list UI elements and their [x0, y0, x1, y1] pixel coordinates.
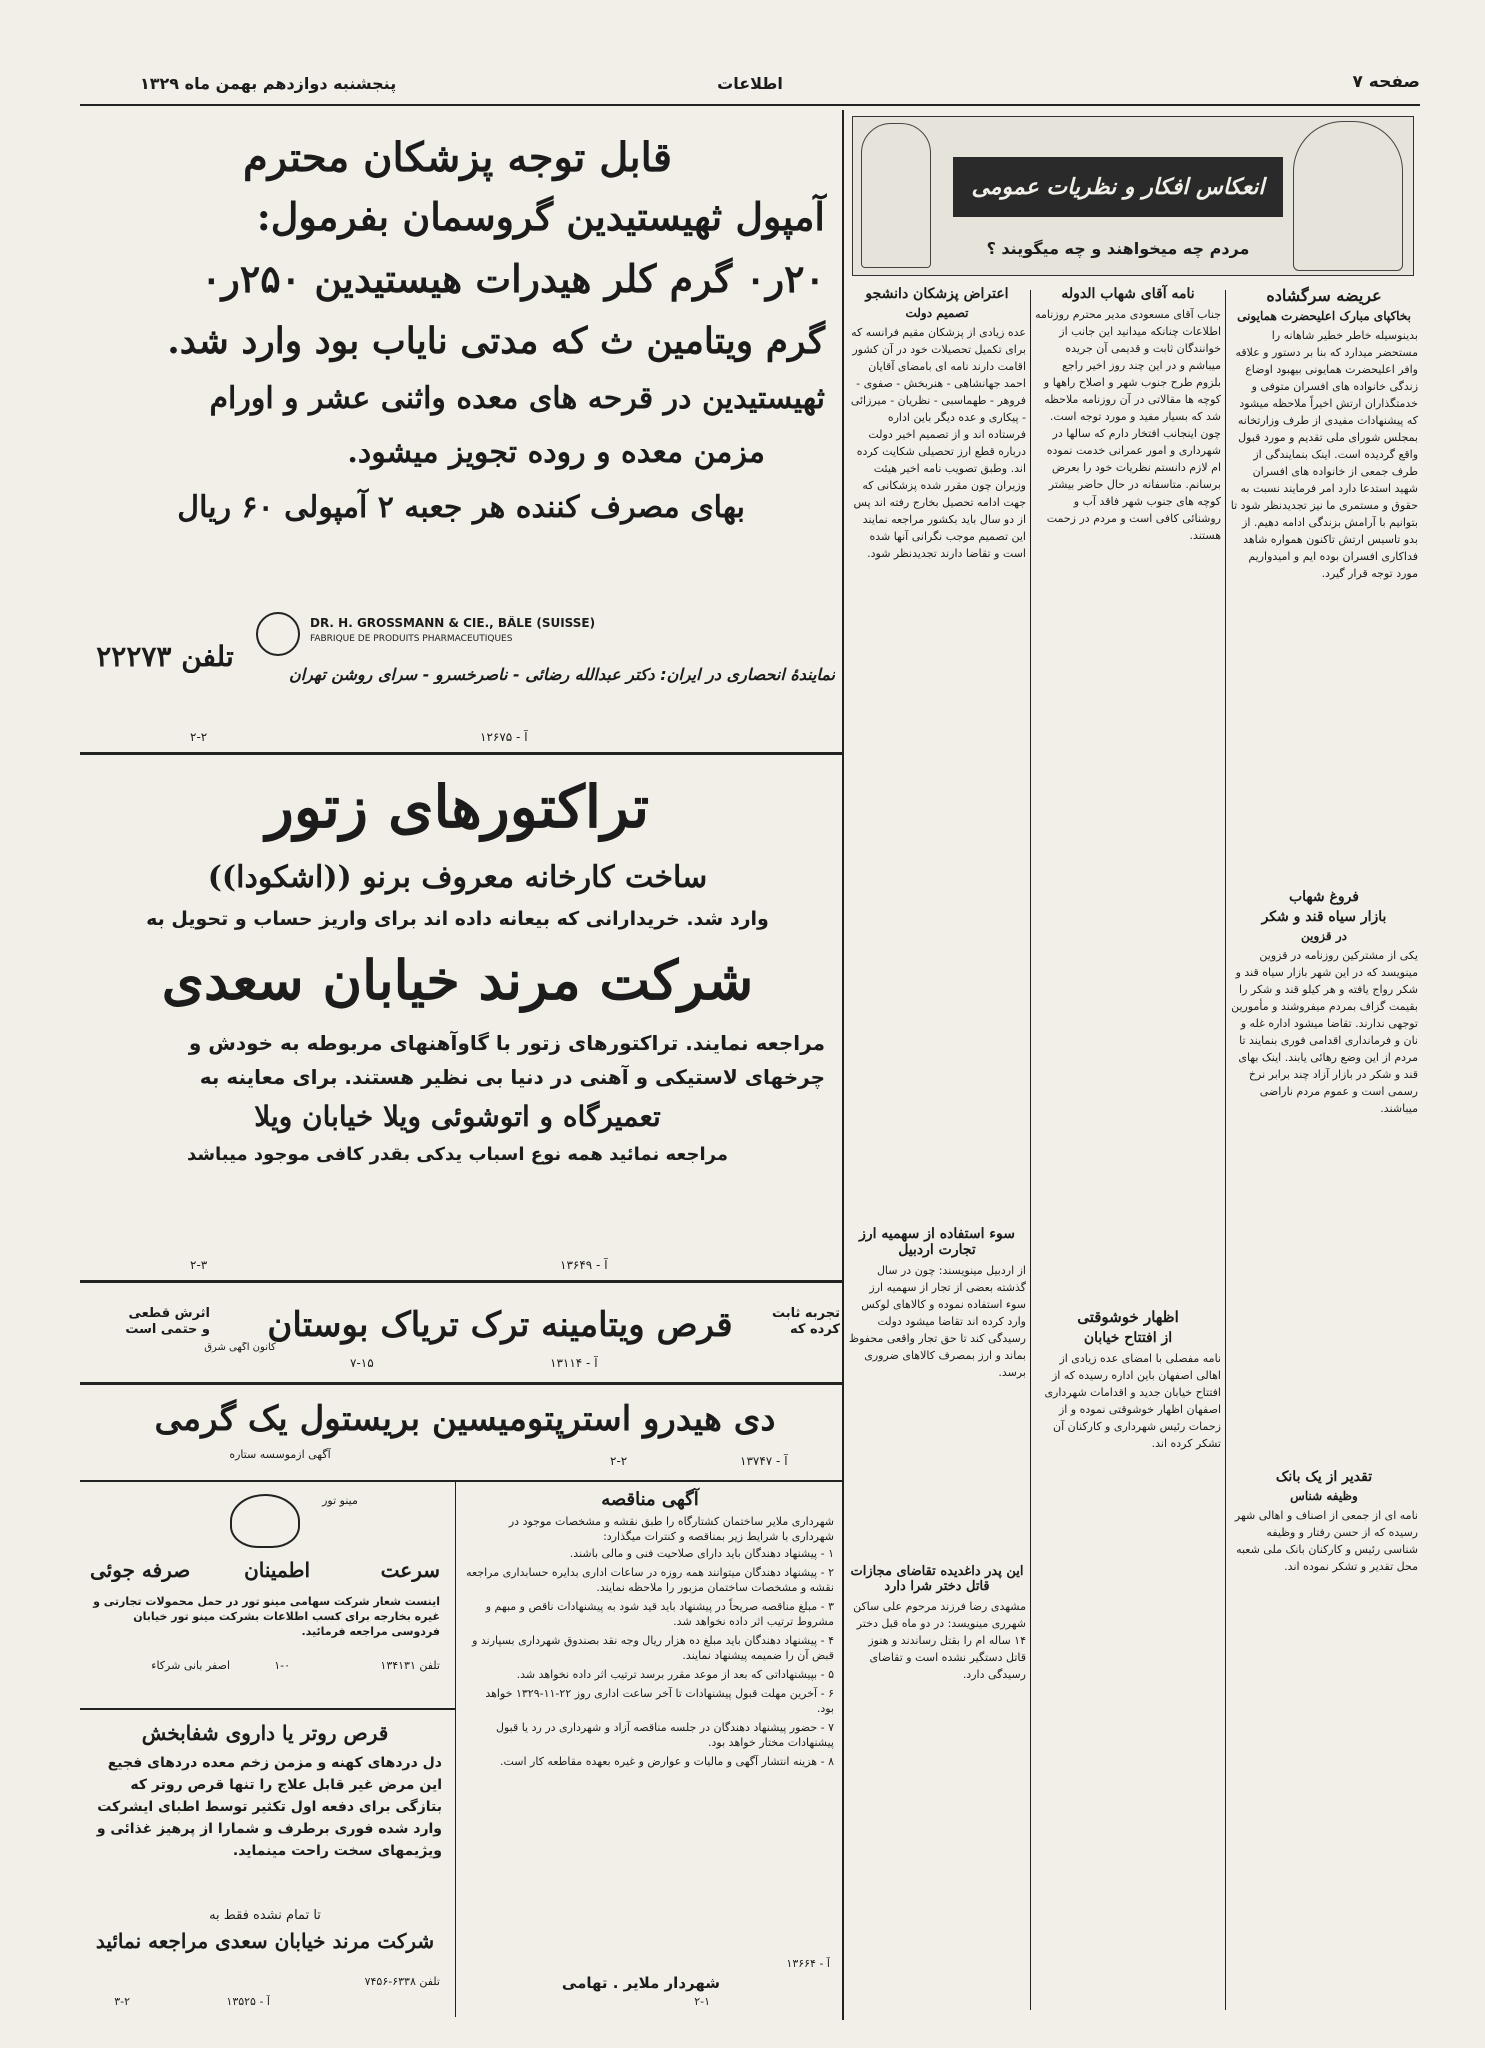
- col-sep-1: [1225, 290, 1226, 2010]
- column-b: [1035, 284, 1221, 2019]
- column-banner: [852, 116, 1414, 276]
- bristol-ref: آ - ۱۳۷۴۷: [740, 1454, 788, 1468]
- article-bank-title: تقدیر از یک بانک: [1275, 1469, 1373, 1485]
- rule-4: [80, 1480, 842, 1482]
- tractor-ref2: ۲-۳: [190, 1258, 208, 1272]
- bustan-ref2: ۷-۱۵: [350, 1356, 374, 1370]
- page-header: [80, 66, 1420, 102]
- article-petition-subtitle: بخاکپای مبارک اعلیحضرت همایونی: [1237, 309, 1411, 323]
- article-gratitude-subtitle: از افتتاح خیابان: [1083, 1330, 1173, 1346]
- medicine-agent: نمایندهٔ انحصاری در ایران: دکتر عبدالله رضائی - ناصرخسرو - سرای روشن تهران: [288, 665, 835, 684]
- bristol-sub: آگهی ازموسسه ستاره: [229, 1448, 331, 1461]
- tender-item: ۴ - پیشنهاد دهندگان باید مبلغ ده هزار ریال وجه نقد بصندوق شهرداری بسپارند و قبض آن را ضمیمه پیشنهاد نمایند.: [472, 1634, 834, 1662]
- article-gratitude-title: اظهار خوشوقتی: [1077, 1308, 1179, 1326]
- column-banner-title: انعکاس افکار و نظریات عمومی: [953, 157, 1283, 217]
- tender-item: ۶ - آخرین مهلت قبول پیشنهادات تا آخر ساعت اداری روز ۲۲-۱۱-۱۳۲۹ خواهد بود.: [485, 1687, 834, 1715]
- minoo-word-1: سرعت: [380, 1558, 440, 1582]
- article-petition-body: بدینوسیله خاطر خطیر شاهانه را مستحضر میدارد که بنا بر دستور و علاقه وافر اعلیحضرت همایونی بیهبود اوضاع زندگی خانواده های افسران متوفی و خدمتگذاران ارتش اخیراً ملاحظه میشود که پیشنهادات مفیدی از طرف وزارتخانه بمجلس شورای ملی تقدیم و مورد قبول واقع گردیده است. اینک بنمایندگی از طرف جمعی از خانواده های افسران شهید استدعا دارد امر فرمایند نسبت به حقوق و مستمری ما نیز تجدیدنظر شود تا بتوانیم با آرامش بزندگی ادامه دهیم. از بدو تاسیس ارتش تاکنون همواره شاهد فداکاری افسران بوده ایم و امیدواریم مورد توجه قرار گیرد.: [1230, 329, 1418, 580]
- column-divider: [842, 110, 844, 2020]
- tender-item: ۸ - هزینه انتشار آگهی و مالیات و عوارض و غیره بعهده مقاطعه کار است.: [499, 1755, 834, 1768]
- tender-ref2: ۲-۱: [694, 1995, 710, 2008]
- article-students-subtitle: تصمیم دولت: [905, 306, 969, 320]
- minoo-ref2: ۱-۰: [274, 1659, 290, 1672]
- minoo-brand: مینو تور: [322, 1494, 358, 1507]
- medicine-title: قابل توجه پزشکان محترم: [242, 134, 672, 181]
- minoo-phone: تلفن ۱۳۴۱۳۱: [380, 1659, 440, 1672]
- bustan-ad: [80, 1284, 842, 1382]
- tractor-line6: مراجعه نمائید همه نوع اسباب یدکی بقدر کافی موجود میباشد: [186, 1144, 729, 1165]
- medicine-line4: ثهیستیدین در قرحه های معده واثنی عشر و اورام: [209, 381, 825, 416]
- roter-ref: آ - ۱۳۵۲۵: [226, 1995, 270, 2008]
- article-bank-body: نامه ای از جمعی از اصناف و اهالی شهر رسیده که از حسن رفتار و وظیفه شناسی رئیس و کارکنان بانک ملی شعبه محل تقدیر و تشکر نموده اند.: [1234, 1509, 1418, 1573]
- grossmann-logo-icon: [256, 612, 300, 656]
- roter-ad: [80, 1712, 450, 2017]
- minoo-body: اینست شعار شرکت سهامی مینو تور در حمل محمولات تجارتی و غیره بخارجه برای کسب اطلاعات بشرکت مینو تور خیابان فردوسی مراجعه فرمائید.: [93, 1595, 440, 1638]
- article-gratitude-body: نامه مفصلی با امضای عده زیادی از اهالی اصفهان باین اداره رسیده که از افتتاح خیابان جدید و اقدامات شهرداری اصفهان اظهار خوشوقتی نموده و از زحمات رئیس شهرداری و کارکنان آن تشکر کرده اند.: [1044, 1352, 1221, 1450]
- tender-item: ۱ - پیشنهاد دهندگان باید دارای صلاحیت فنی و مالی باشند.: [569, 1547, 834, 1560]
- medicine-line5: مزمن معده و روده تجویز میشود.: [347, 435, 765, 470]
- tender-item: ۲ - پیشنهاد دهندگان میتوانند همه روزه در ساعات اداری بدایره حسابداری مراجعه نقشه و مشخصات ساختمان مزبور را ملاحظه نمایند.: [466, 1566, 834, 1594]
- bristol-ad: [80, 1386, 842, 1478]
- minoo-word-3: صرفه جوئی: [90, 1558, 191, 1582]
- article-bank-subtitle: وظیفه شناس: [1290, 1489, 1358, 1503]
- article-sugar-title: بازار سیاه قند و شکر: [1261, 909, 1387, 925]
- grossmann-company-sub: FABRIQUE DE PRODUITS PHARMACEUTIQUES: [310, 634, 513, 644]
- medicine-line1: آمپول ثهیستیدین گروسمان بفرمول:: [256, 194, 825, 239]
- tractor-line1: ساخت کارخانه معروف برنو ((اشکودا)): [207, 860, 708, 895]
- minoo-words: [90, 1558, 440, 1588]
- bustan-left: اثرش قطعی و حتمی است: [125, 1306, 210, 1337]
- bustan-ref: آ - ۱۳۱۱۴: [550, 1356, 598, 1370]
- column-question: مردم چه میخواهند و چه میگویند ؟: [986, 239, 1250, 258]
- header-rule: [80, 104, 1420, 106]
- medicine-ref2: ۲-۲: [190, 730, 208, 744]
- tender-item: ۵ - بپیشنهاداتی که بعد از موعد مقرر برسد ترتیب اثر داده نخواهد شد.: [516, 1668, 834, 1681]
- article-sugar-body: یکی از مشترکین روزنامه در قزوین مینویسد که در این شهر بازار سیاه قند و شکر رواج یافته و هر کیلو قند و شکر را بقیمت گزاف بمردم میفروشند و مأمورین توجهی ندارند. تقاضا میشود اداره غله و نان و فرمانداری اقدامی فوری بنمایند تا مردم از این وضع رهائی یابند. اینک بهای قند و شکر در بازار آزاد چند برابر نرخ رسمی است و عموم مردم ناراضی میباشند.: [1231, 949, 1418, 1115]
- tender-title: آگهی مناقصه: [601, 1489, 699, 1510]
- article-letter-body: جناب آقای مسعودی مدیر محترم روزنامه اطلاعات چنانکه میدانید این جانب از خوانندگان ثابت و قدیمی آن جریده میباشم و در این چند روز اخیر راجع بلزوم طرح جنوب شهر و اصلاح راهها و کوچه ها مقالاتی در آن روزنامه ملاحظه شد که بسیار مفید و مورد توجه است. چون اینجانب افتخار دارم که سالها در شهرداری و امور عمرانی خدمت نموده ام لازم دانستم نظریات خود را بعرض برسانم. متاسفانه در حال حاضر بیشتر کوچه های جنوب شهر فاقد آب و روشنائی کافی است و مردم در زحمت هستند.: [1035, 308, 1221, 542]
- minoo-logo-icon: [230, 1494, 300, 1548]
- article-father-body: مشهدی رضا فرزند مرحوم علی ساکن شهرری مینویسد: در دو ماه قبل دختر ۱۴ ساله ام را بقتل رساندند و هنوز قاتل دستگیر نشده است و تقاضای رسیدگی دارد.: [853, 1600, 1026, 1681]
- tractor-company: شرکت مرند خیابان سعدی: [161, 948, 754, 1012]
- tender-ref: آ - ۱۳۶۶۴: [786, 1957, 830, 1970]
- bustan-right: تجربه ثابت کرده که: [771, 1306, 840, 1337]
- article-shahab-title: فروغ شهاب: [1288, 889, 1360, 905]
- tender-intro: شهرداری ملایر ساختمان کشتارگاه را طبق نقشه و مشخصات موجود در شهرداری با شرایط زیر بمناقصه و کنترات میگذارد:: [508, 1515, 834, 1543]
- medicine-ref: آ - ۱۲۶۷۵: [480, 730, 528, 744]
- tender-item: ۷ - حضور پیشنهاد دهندگان در جلسه مناقصه آزاد و شهرداری در رد یا قبول پیشنهادات مختار خواهد بود.: [495, 1721, 834, 1749]
- bottom-divider: [455, 1482, 456, 2017]
- tractor-title: تراکتورهای زتور: [265, 773, 650, 841]
- medicine-line6: بهای مصرف کننده هر جعبه ۲ آمپولی ۶۰ ریال: [177, 490, 745, 525]
- rule-2: [80, 1280, 842, 1283]
- page-number: صفحه ۷: [1352, 72, 1420, 92]
- tender-sign: شهردار ملایر . تهامی: [561, 1974, 720, 1992]
- tractor-line4: چرخهای لاستیکی و آهنی در دنیا بی نظیر هستند. برای معاینه به: [199, 1065, 825, 1089]
- tender-notice: [460, 1486, 840, 2016]
- article-currency-body: از اردبیل مینویسند: چون در سال گذشته بعضی از تجار از سهمیه ارز سوء استفاده نموده و کالاهای لوکس وارد کرده اند تقاضا میشود دولت رسیدگی کند تا حق تجار واقعی محفوظ بماند و ارز بمصرف کالاهای ضروری برسد.: [848, 1264, 1026, 1379]
- roter-note: تا تمام نشده فقط به: [209, 1908, 321, 1923]
- medicine-line3: گرم ویتامین ث که مدتی نایاب بود وارد شد.: [167, 320, 825, 362]
- col-sep-2: [1030, 290, 1031, 2010]
- roter-company: شرکت مرند خیابان سعدی مراجعه نمائید: [95, 1929, 435, 1953]
- bristol-title: دی هیدرو استرپتومیسین بریستول یک گرمی: [154, 1399, 776, 1439]
- newspaper-name: اطلاعات: [717, 74, 783, 93]
- roter-body: دل دردهای کهنه و مزمن زخم معده دردهای فجیع این مرض غیر قابل علاج را تنها قرص روتر که بتازگی برای دفعه اول تکثیر توسط اطبای ایشرکت وارد شده فوری برطرف و شمارا از پرهیز غذائی و ویژیمهای سخت راحت مینماید.: [96, 1755, 442, 1859]
- roter-ref2: ۳-۲: [114, 1995, 130, 2008]
- justice-statue-icon: [861, 123, 931, 268]
- bustan-title: قرص ویتامینه ترک تریاک بوستان: [267, 1305, 733, 1345]
- medicine-line2: ۲۰ر۰ گرم کلر هیدرات هیستیدین ۲۵۰ر۰: [201, 256, 825, 301]
- tender-item: ۳ - مبلغ مناقصه صریحاً در پیشنهاد باید قید شود به پیشنهادات ناقص و مبهم و مشروط ترتیب اثر داده نخواهد شد.: [485, 1600, 834, 1628]
- roter-title: قرص روتر یا داروی شفابخش: [141, 1721, 389, 1745]
- issue-date: پنجشنبه دوازدهم بهمن ماه ۱۳۲۹: [140, 74, 397, 93]
- column-a: [1230, 284, 1418, 2019]
- grossmann-company: DR. H. GROSSMANN & CIE., BÂLE (SUISSE): [310, 616, 596, 630]
- tractor-line5: تعمیرگاه و اتوشوئی ویلا خیابان ویلا: [254, 1100, 661, 1133]
- column-c: [848, 284, 1026, 2019]
- rule-5: [80, 1708, 455, 1710]
- rule-1: [80, 752, 842, 755]
- writer-figure-icon: [1293, 121, 1403, 271]
- minoo-word-2: اطمینان: [244, 1558, 310, 1582]
- tractor-line3: مراجعه نمایند. تراکتورهای زتور با گاوآهنهای مربوطه به خودش و: [188, 1031, 825, 1055]
- article-sugar-subtitle: در قزوین: [1301, 929, 1347, 943]
- bristol-ref2: ۲-۲: [610, 1454, 628, 1468]
- roter-phone: تلفن ۶۳۳۸-۷۴۵۶: [364, 1975, 440, 1988]
- medicine-phone: تلفن ۲۲۲۷۳: [96, 640, 234, 673]
- rule-3: [80, 1382, 842, 1385]
- article-petition-title: عریضه سرگشاده: [1266, 286, 1382, 305]
- article-students-body: عده زیادی از پزشکان مقیم فرانسه که برای تکمیل تحصیلات خود در آن کشور اقامت دارند نامه ای بامضای آقایان احمد جهانشاهی - هنربخش - صفوی - فروهر - طهماسبی - نظریان - میرزائی - پیکاری و عده دیگر باین اداره فرستاده اند و از تصمیم اخیر دولت درباره قطع ارز تحصیلی شکایت کرده اند. وطبق تصویب نامه اخیر هیئت وزیران چون مقرر شده پزشکانی که جهت ادامه تحصیل بخارج رفته اند پس از دو سال باید بکشور مراجعه نمایند این تصمیم موجب نگرانی آنها شده است و تقاضا دارند تجدیدنظر شود.: [850, 326, 1026, 560]
- tractor-ad: [80, 758, 835, 1278]
- tractor-ref: آ - ۱۳۶۴۹: [560, 1258, 608, 1272]
- article-currency-title: سوء استفاده از سهمیه ارز تجارت اردبیل: [859, 1226, 1015, 1258]
- bustan-left2: کانون آگهی شرق: [204, 1342, 276, 1353]
- article-students-title: اعتراض پزشکان دانشجو: [865, 286, 1009, 302]
- article-letter-title: نامه آقای شهاب الدوله: [1061, 286, 1195, 302]
- minoo-ad: [80, 1486, 450, 1706]
- minoo-addr: اصفر بانی شرکاء: [151, 1659, 230, 1672]
- article-father-title: این پدر داغدیده تقاضای مجازات قاتل دختر شرا دارد: [850, 1564, 1024, 1594]
- tractor-line2: وارد شد. خریدارانی که بیعانه داده اند برای واریز حساب و تحویل به: [146, 908, 769, 930]
